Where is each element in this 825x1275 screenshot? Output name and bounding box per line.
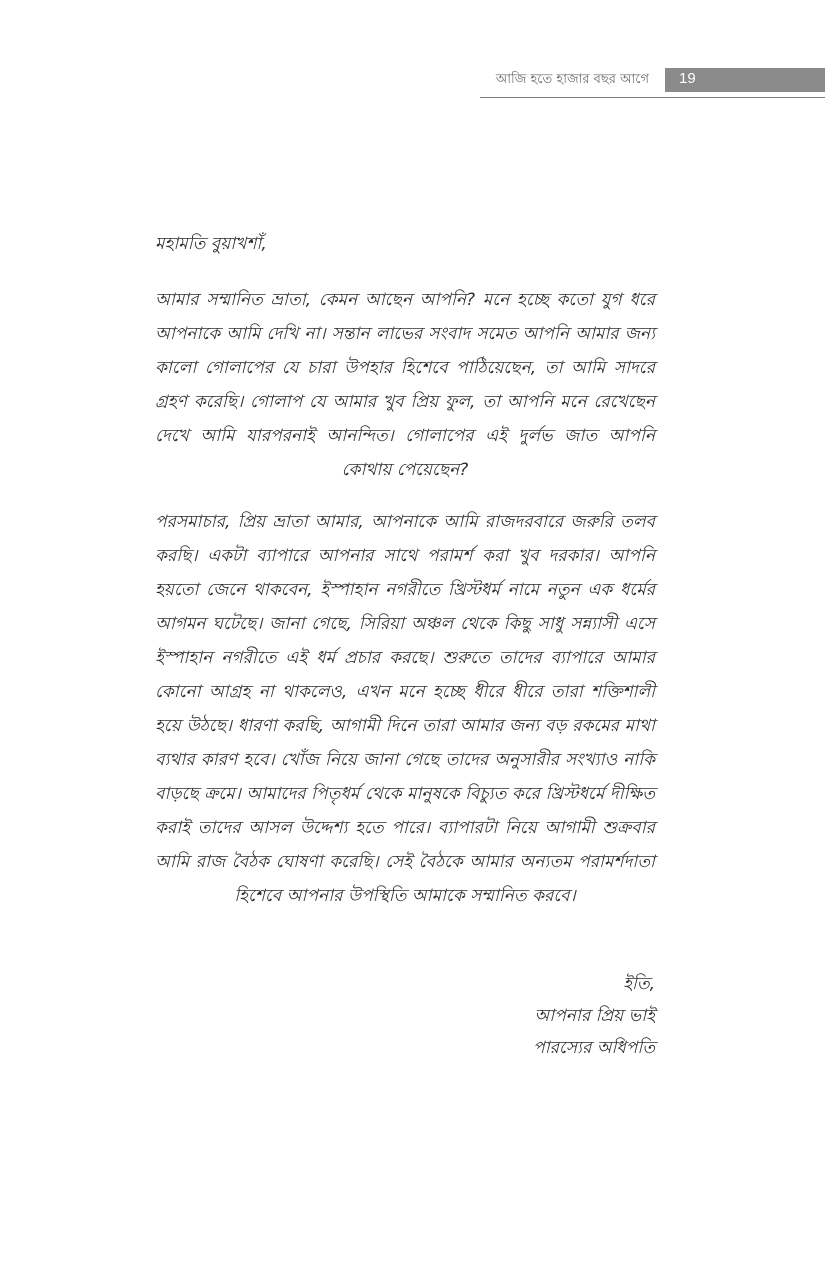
signature-line: আপনার প্রিয় ভাই: [534, 1006, 655, 1026]
letter-body: [155, 228, 655, 931]
letter-closing: [533, 968, 655, 1064]
letter-salutation: মহামতি বুয়াখশাঁ,: [155, 234, 267, 254]
running-header: [480, 68, 825, 92]
page-number-box: [665, 68, 825, 92]
valediction: ইতি,: [623, 974, 655, 994]
letter-paragraph: পরসমাচার, প্রিয় ভ্রাতা আমার, আপনাকে আমি রাজদরবারে জরুরি তলব করছি। একটা ব্যাপারে আপনার সাথে পরামর্শ করা খুব দরকার। আপনি হয়তো জেনে থাকবেন, ইস্পাহান নগরীতে খ্রিস্টধর্ম নামে নতুন এক ধর্মের আগমন ঘটেছে। জানা গেছে, সিরিয়া অঞ্চল থেকে কিছু সাধু সন্ন্যাসী এসে ইস্পাহান নগরীতে এই ধর্ম প্রচার করছে। শুরুতে তাদের ব্যাপারে আমার কোনো আগ্রহ না থাকলেও, এখন মনে হচ্ছে ধীরে ধীরে তারা শক্তিশালী হয়ে উঠছে। ধারণা করছি, আগামী দিনে তারা আমার জন্য বড় রকমের মাথা ব্যথার কারণ হবে। খোঁজ নিয়ে জানা গেছে তাদের অনুসারীর সংখ্যাও নাকি বাড়ছে ক্রমে। আমাদের পিতৃধর্ম থেকে মানুষকে বিচ্যুত করে খ্রিস্টধর্মে দীক্ষিত করাই তাদের আসল উদ্দেশ্য হতে পারে। ব্যাপারটা নিয়ে আগামী শুক্রবার আমি রাজ বৈঠক ঘোষণা করেছি। সেই বৈঠকে আমার অন্যতম পরামর্শদাতা হিশেবে আপনার উপস্থিতি আমাকে সম্মানিত করবে।: [155, 512, 655, 906]
header-rule: [480, 97, 825, 98]
letter-paragraph: আমার সম্মানিত ভ্রাতা, কেমন আছেন আপনি? মনে হচ্ছে কতো যুগ ধরে আপনাকে আমি দেখি না। সন্তান লাভের সংবাদ সমেত আপনি আমার জন্য কালো গোলাপের যে চারা উপহার হিশেবে পাঠিয়েছেন, তা আমি সাদরে গ্রহণ করেছি। গোলাপ যে আমার খুব প্রিয় ফুল, তা আপনি মনে রেখেছেন দেখে আমি যারপরনাই আনন্দিত। গোলাপের এই দুর্লভ জাত আপনি কোথায় পেয়েছেন?: [155, 290, 655, 480]
signature-title: পারস্যের অধিপতি: [533, 1038, 655, 1058]
page-number: 19: [679, 70, 696, 87]
book-title: আজি হতে হাজার বছর আগে: [495, 72, 649, 87]
